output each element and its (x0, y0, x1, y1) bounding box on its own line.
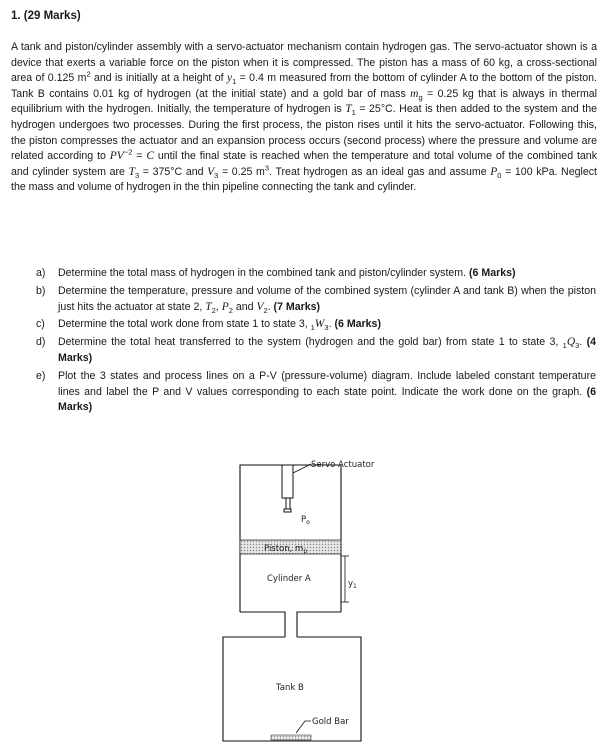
question-c: c) Determine the total work done from state 1 to state 3, $_1W_3$. (6 Marks) (36, 318, 381, 333)
tank-label: Tank B (276, 683, 304, 693)
problem-statement: A tank and piston/cylinder assembly with a servo-actuator mechanism contain hydrogen gas. The servo-actuator shown is a device that exerts a variable force on the piston when it is compressed. The piston has a mass of 60 kg, a cross-sectional area of 0.125 $m^2$ and is initially at a height of $y_1 = 0.4$ m measured from the bottom of cylinder A to the bottom of the piston. Tank B contains 0.01 kg of hydrogen (at the initial state) and a gold bar of mass $m_g = 0.25$ kg that is always in thermal equilibrium with the hydrogen. Initially, the temperature of hydrogen is $T_1 = 25^\circ C$. Heat is then added to the system and the hydrogen undergoes two processes. During the first process, the piston rises until it hits the servo-actuator. Following this, the piston compresses the actuator and an expansion process occurs (second process) where the pressure and volume are related according to $PV^{-2} = C$ until the final state is reached when the temperature and total volume of the combined tank and cylinder system are $T_3 = 375^\circ C$ and $V_3 = 0.25$ $m^3$. Treat hydrogen as an ideal gas and assume $P_0 = 100$ kPa. Neglect the mass and volume of hydrogen in the thin pipeline connecting the tank and cylinder. (11, 41, 598, 194)
problem-heading: 1. (29 Marks) (11, 10, 81, 22)
question-b: b) Determine the temperature, pressure and volume of the combined system (cylinder A and tank B) when the piston just hits the actuator at state 2, $T_2$, $P_2$ and $V_2$. (7 Marks) (36, 284, 596, 315)
servo-label: Servo Actuator (311, 460, 375, 470)
question-a: a) Determine the total mass of hydrogen in the combined tank and piston/cylinder system. (6 Marks) (36, 267, 516, 279)
gold-bar (271, 735, 311, 740)
question-d: d) Determine the total heat transferred to the system (hydrogen and the gold bar) from state 1 to state 3, $_1Q_3$. (4 Marks) (36, 336, 596, 364)
gold-label: Gold Bar (312, 717, 349, 727)
question-e: e) Plot the 3 states and process lines on a P-V (pressure-volume) diagram. Include labeled constant temperature lines and label the P and V values corresponding to each state point. Indicate the work done on the graph. (6 Marks) (36, 369, 596, 414)
cylinder-label: Cylinder A (267, 574, 311, 584)
gold-leader (296, 721, 311, 733)
servo-actuator (282, 465, 293, 512)
height-label: $y_1$ (348, 579, 357, 590)
pressure-label: $P_o$ (301, 515, 310, 526)
piston-label: Piston, $m_p$ (264, 544, 308, 555)
